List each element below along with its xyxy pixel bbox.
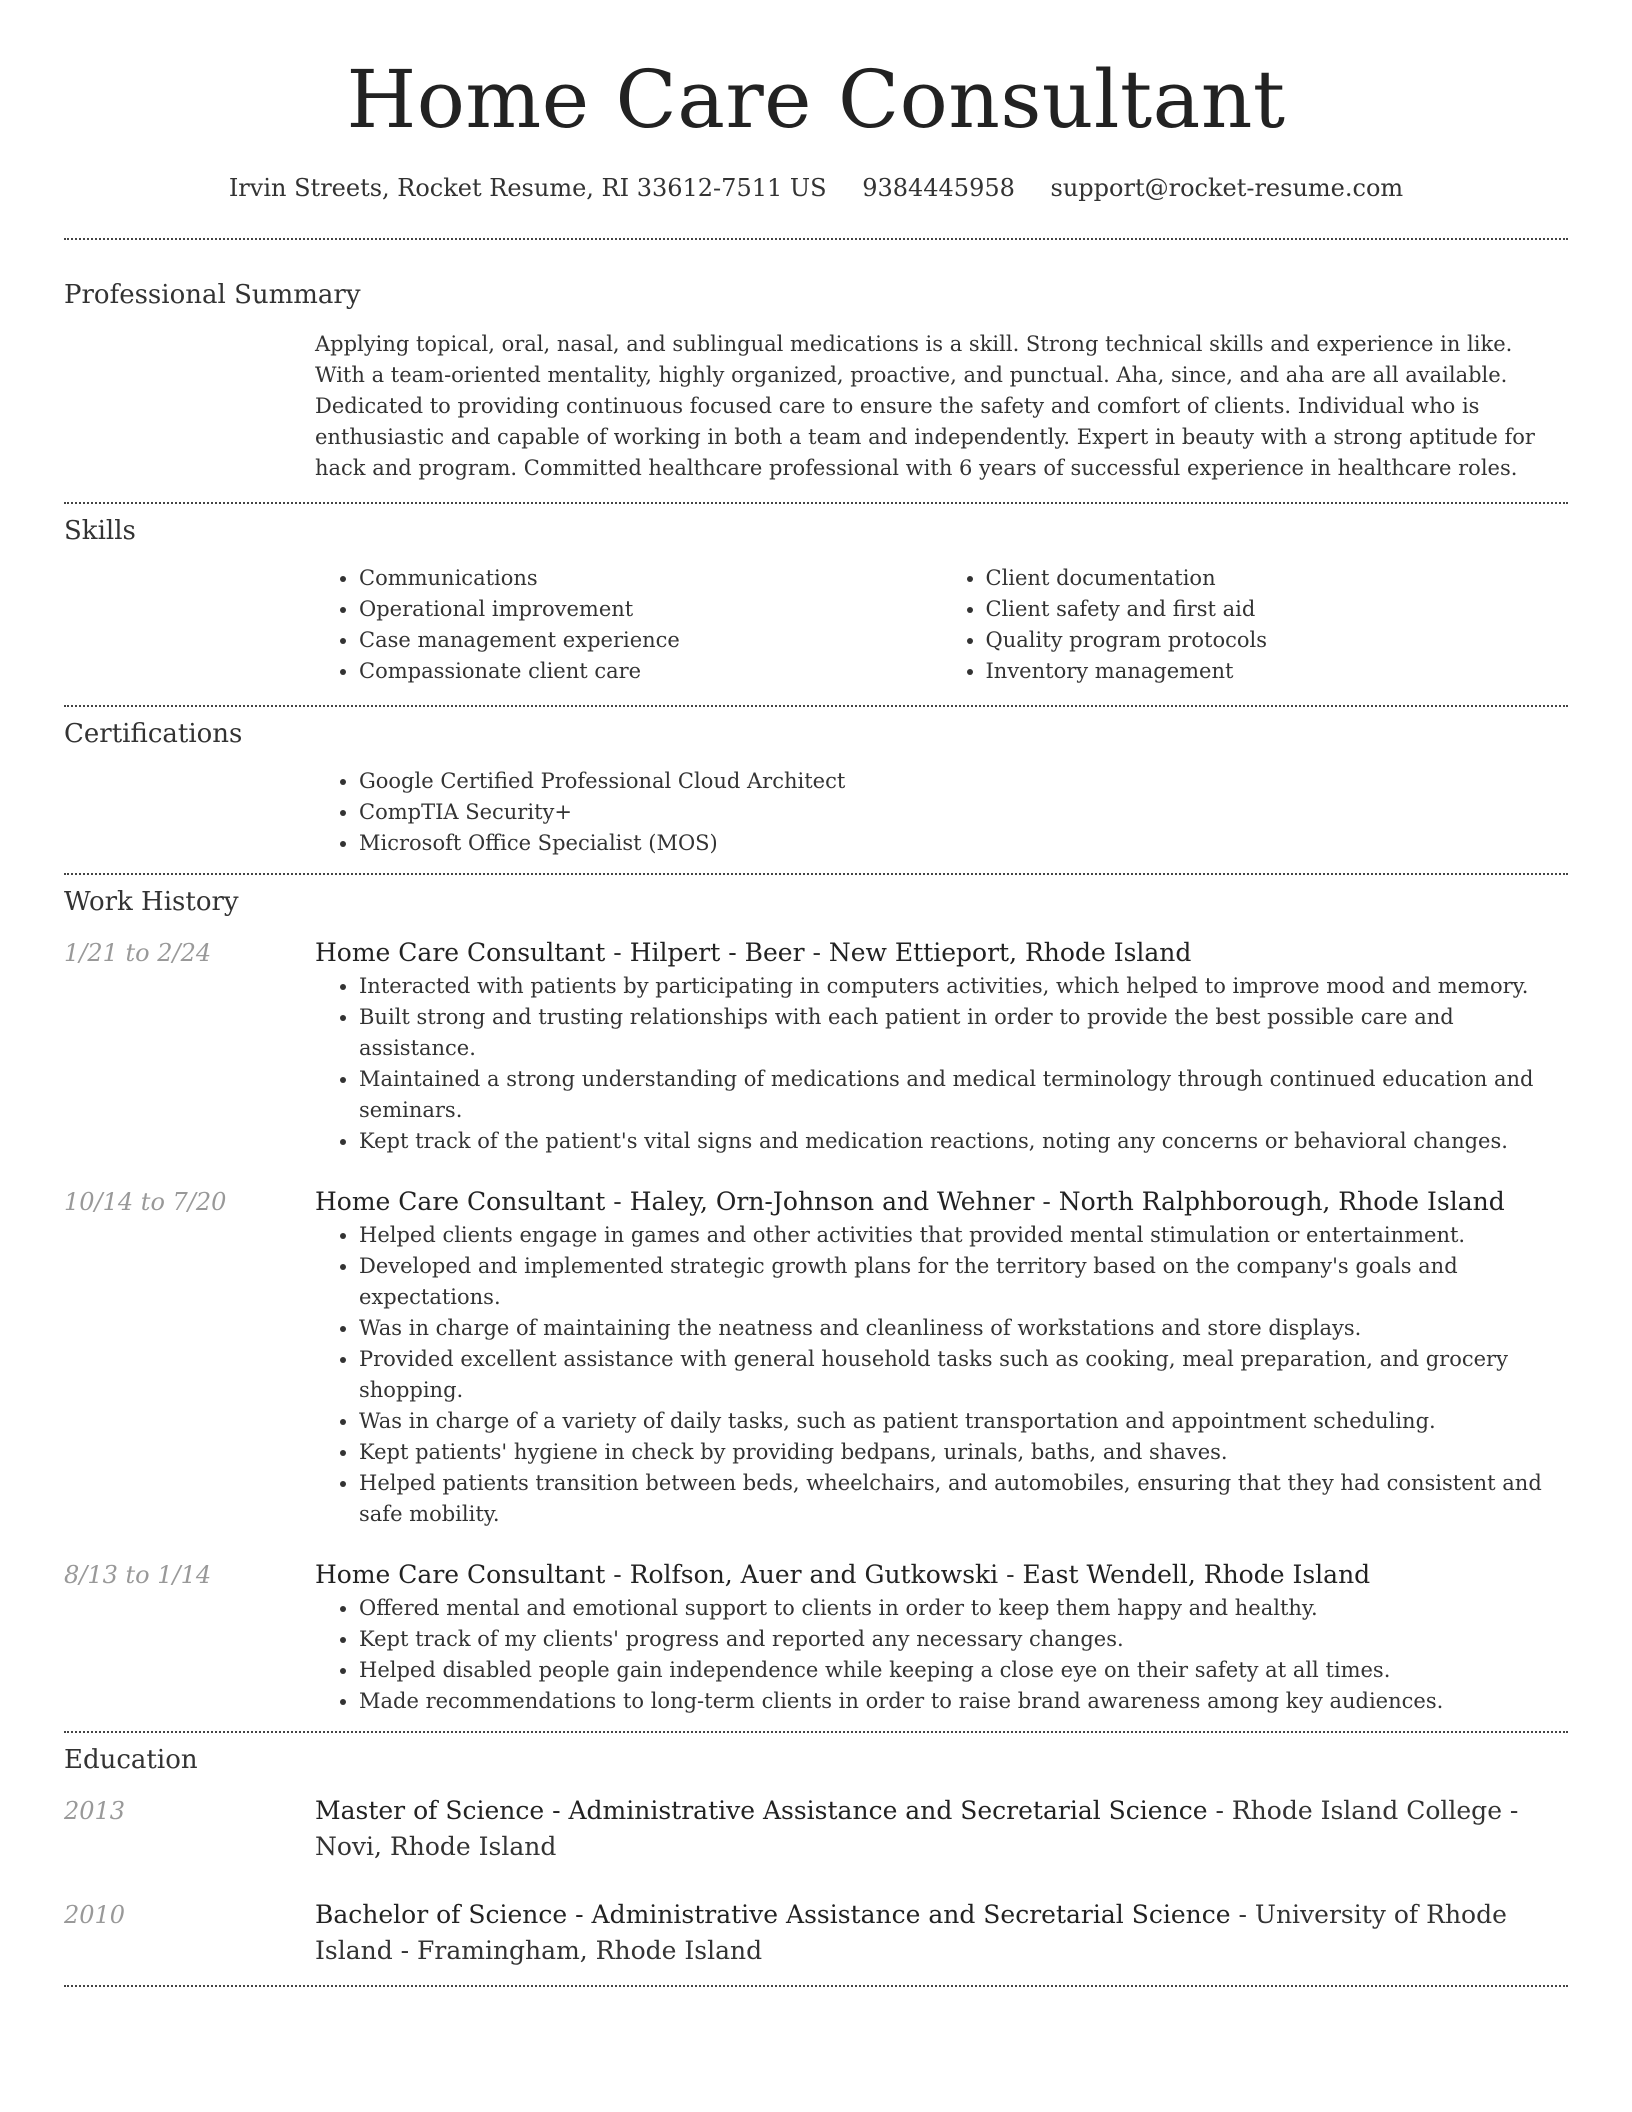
skill-item: • Inventory management [986, 656, 1569, 687]
job-company: Haley, Orn-Johnson and Wehner [629, 1187, 1035, 1216]
job-bullet: • Provided excellent assistance with general household tasks such as cooking, meal preparation, and grocery shopping. [359, 1344, 1568, 1406]
skills-list-right [942, 563, 1569, 687]
job-entry [64, 935, 1568, 1157]
certification-item: • Google Certified Professional Cloud Architect [359, 766, 1568, 797]
job-dates: 10/14 to 7/20 [64, 1188, 227, 1216]
education-title: Education [64, 1745, 198, 1775]
skill-item: • Client documentation [986, 563, 1569, 594]
job-bullet: • Built strong and trusting relationships with each patient in order to provide the best possible care and assistance. [359, 1002, 1568, 1064]
job-details [315, 1184, 1568, 1530]
separator: - [605, 1187, 630, 1216]
work-history-title: Work History [64, 887, 239, 917]
education-details [315, 1897, 1568, 1969]
job-bullet: • Developed and implemented strategic growth plans for the territory based on the company's goals and expectations. [359, 1251, 1568, 1313]
job-bullet: • Was in charge of maintaining the neatness and cleanliness of workstations and store displays. [359, 1313, 1568, 1344]
job-bullets [315, 1220, 1568, 1530]
education-entry [64, 1897, 1568, 1969]
skill-item: • Operational improvement [359, 594, 942, 625]
job-bullet: • Offered mental and emotional support to clients in order to keep them happy and healthy. [359, 1593, 1568, 1624]
job-bullet: • Was in charge of a variety of daily tasks, such as patient transportation and appointment scheduling. [359, 1406, 1568, 1437]
job-location: New Ettieport, Rhode Island [828, 938, 1192, 967]
job-company: Rolfson, Auer and Gutkowski [629, 1560, 999, 1589]
education-title-line [315, 1897, 1568, 1969]
skills-title: Skills [64, 516, 136, 546]
skill-item: • Client safety and first aid [986, 594, 1569, 625]
education-degree: Bachelor of Science - Administrative Assistance and Secretarial Science [315, 1900, 1231, 1929]
divider [64, 1985, 1568, 1987]
separator: - [804, 938, 829, 967]
job-bullets [315, 971, 1568, 1157]
job-position: Home Care Consultant [315, 1560, 606, 1589]
summary-title: Professional Summary [64, 280, 361, 310]
summary-section [64, 240, 1568, 502]
job-bullet: • Kept track of my clients' progress and reported any necessary changes. [359, 1624, 1568, 1655]
summary-text: Applying topical, oral, nasal, and sublingual medications is a skill. Strong technical skills and experience in like. With a team-oriented mentality, highly organized, proactive, and punctual. Aha, since, and aha are all available. Dedicated to providing continuous focused care to ensure the safety and comfort of clients. Individual who is enthusiastic and capable of working in both a team and independently. Expert in beauty with a strong aptitude for hack and program. Committed healthcare professional with 6 years of successful experience in healthcare roles. [315, 332, 1535, 480]
separator: - [605, 1560, 630, 1589]
certifications-section [64, 707, 1568, 873]
job-entry [64, 1557, 1568, 1717]
email: support@rocket-resume.com [1050, 174, 1404, 202]
education-year: 2013 [64, 1797, 126, 1825]
separator: - [1207, 1796, 1232, 1825]
separator: - [605, 938, 630, 967]
education-school: University of Rhode Island - Framingham, Rhode Island [315, 1900, 1507, 1965]
certification-item: • Microsoft Office Specialist (MOS) [359, 828, 1568, 859]
job-bullet: • Helped clients engage in games and other activities that provided mental stimulation or entertainment. [359, 1220, 1568, 1251]
skill-item: • Communications [359, 563, 942, 594]
skill-item: • Quality program protocols [986, 625, 1569, 656]
separator: - [1230, 1900, 1255, 1929]
job-title-line [315, 935, 1568, 971]
address: Irvin Streets, Rocket Resume, RI 33612-7511 US [228, 174, 827, 202]
education-list [64, 1793, 1568, 1969]
job-title-line [315, 1184, 1568, 1220]
education-title-line [315, 1793, 1568, 1865]
skill-item: • Case management experience [359, 625, 942, 656]
job-bullet: • Interacted with patients by participating in computers activities, which helped to improve mood and memory. [359, 971, 1568, 1002]
jobs-list [64, 935, 1568, 1717]
education-year: 2010 [64, 1901, 126, 1929]
job-entry [64, 1184, 1568, 1530]
candidate-name: Home Care Consultant [346, 53, 1286, 146]
work-history-section [64, 875, 1568, 1731]
job-bullet: • Kept track of the patient's vital signs and medication reactions, noting any concerns or behavioral changes. [359, 1126, 1568, 1157]
job-location: East Wendell, Rhode Island [1022, 1560, 1371, 1589]
job-position: Home Care Consultant [315, 938, 606, 967]
certifications-title: Certifications [64, 719, 243, 749]
job-location: North Ralphborough, Rhode Island [1058, 1187, 1505, 1216]
education-section [64, 1733, 1568, 1985]
education-details [315, 1793, 1568, 1865]
education-entry [64, 1793, 1568, 1865]
job-bullet: • Made recommendations to long-term clients in order to raise brand awareness among key audiences. [359, 1686, 1568, 1717]
job-bullet: • Helped patients transition between beds, wheelchairs, and automobiles, ensuring that they had consistent and safe mobility. [359, 1468, 1568, 1530]
job-company: Hilpert - Beer [629, 938, 805, 967]
education-degree: Master of Science - Administrative Assistance and Secretarial Science [315, 1796, 1208, 1825]
phone: 9384445958 [862, 174, 1015, 202]
job-details [315, 1557, 1568, 1717]
job-dates: 8/13 to 1/14 [64, 1561, 212, 1589]
skill-item: • Compassionate client care [359, 656, 942, 687]
job-position: Home Care Consultant [315, 1187, 606, 1216]
job-dates: 1/21 to 2/24 [64, 939, 212, 967]
job-bullet: • Maintained a strong understanding of medications and medical terminology through continued education and seminars. [359, 1064, 1568, 1126]
skills-section [64, 504, 1568, 705]
job-title-line [315, 1557, 1568, 1593]
job-bullets [315, 1593, 1568, 1717]
job-bullet: • Kept patients' hygiene in check by providing bedpans, urinals, baths, and shaves. [359, 1437, 1568, 1468]
skills-list-left [315, 563, 942, 687]
job-bullet: • Helped disabled people gain independence while keeping a close eye on their safety at all times. [359, 1655, 1568, 1686]
separator: - [998, 1560, 1023, 1589]
certifications-list [315, 766, 1568, 859]
education-school: Rhode Island College - Novi, Rhode Island [315, 1796, 1519, 1861]
separator: - [1034, 1187, 1059, 1216]
contact-line [64, 174, 1568, 202]
certification-item: • CompTIA Security+ [359, 797, 1568, 828]
job-details [315, 935, 1568, 1157]
